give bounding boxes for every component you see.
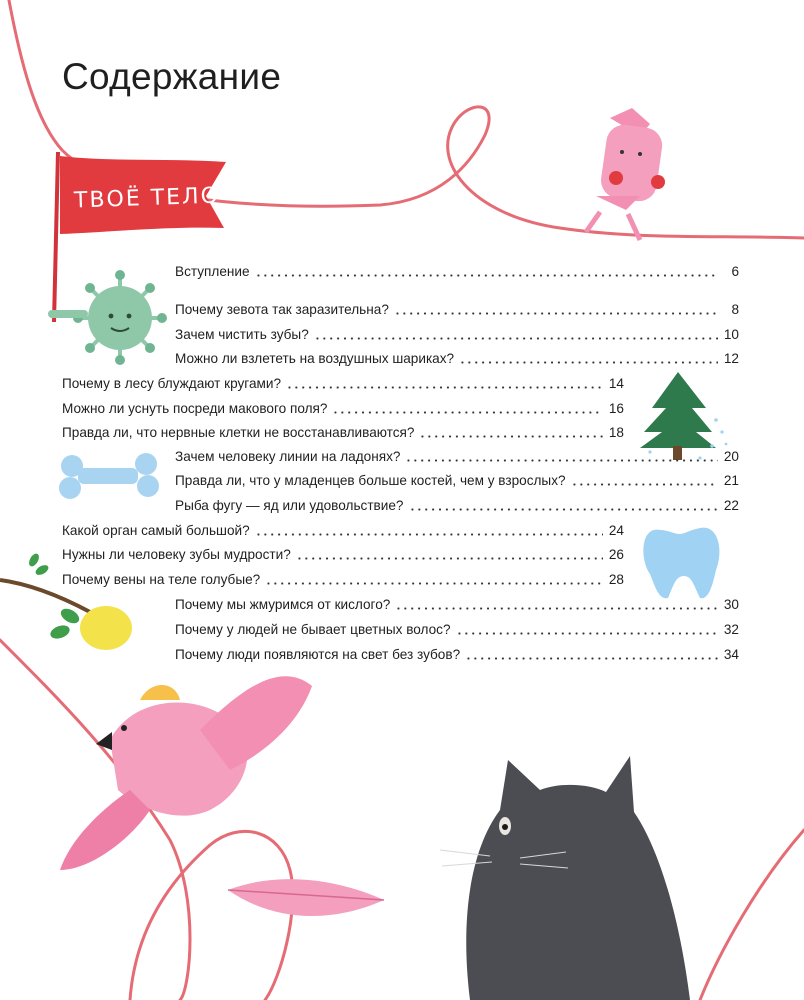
toc-entry[interactable] — [175, 619, 739, 641]
toc-entry-page: 12 — [723, 351, 739, 366]
toc-entry-page: 18 — [608, 425, 624, 440]
toc-entry-title: Почему люди появляются на свет без зубов? — [175, 647, 461, 662]
toc-entry[interactable] — [175, 470, 739, 492]
toc-entry-title: Можно ли взлететь на воздушных шариках? — [175, 351, 455, 366]
toc-entry[interactable] — [175, 446, 739, 468]
flag-label: ТВОЁ ТЕЛО — [73, 183, 221, 214]
toc-entry[interactable] — [62, 520, 624, 542]
toc-entry-page: 22 — [723, 498, 739, 513]
toc-entry-page: 30 — [723, 597, 739, 612]
toc-leader-dots — [286, 377, 603, 391]
toc-entry-title: Почему вены на теле голубые? — [62, 572, 261, 587]
toc-entry-title: Почему у людей не бывает цветных волос? — [175, 622, 451, 637]
toc-entry-title: Почему зевота так заразительна? — [175, 302, 389, 317]
toc-entry-title: Можно ли уснуть посреди макового поля? — [62, 401, 328, 416]
toc-entry-page: 32 — [723, 622, 739, 637]
toc-entry[interactable] — [62, 398, 624, 420]
toc-leader-dots — [459, 352, 718, 366]
toc-entry[interactable] — [175, 644, 739, 666]
toc-entry[interactable] — [175, 495, 739, 517]
toc-entry-page: 14 — [608, 376, 624, 391]
toc-entry[interactable] — [175, 348, 739, 370]
toc-entry[interactable] — [62, 569, 624, 591]
toc-entry-title: Правда ли, что нервные клетки не восстанавливаются? — [62, 425, 415, 440]
toc-entry-page: 21 — [723, 473, 739, 488]
toc-leader-dots — [395, 598, 718, 612]
toc-entry-page: 16 — [608, 401, 624, 416]
toc-entry[interactable] — [62, 422, 624, 444]
toc-entry-page: 20 — [723, 449, 739, 464]
toc-leader-dots — [314, 328, 718, 342]
toc-entry-page: 10 — [723, 327, 739, 342]
toc-entry[interactable] — [62, 544, 624, 566]
toc-leader-dots — [571, 474, 718, 488]
toc-entry-title: Почему в лесу блуждают кругами? — [62, 376, 282, 391]
toc-entry[interactable] — [62, 373, 624, 395]
toc-leader-dots — [332, 402, 603, 416]
toc-leader-dots — [409, 499, 719, 513]
toc-leader-dots — [405, 450, 718, 464]
toc-entry-title: Почему мы жмуримся от кислого? — [175, 597, 391, 612]
toc-entry[interactable] — [175, 594, 739, 616]
toc-entry-title: Нужны ли человеку зубы мудрости? — [62, 547, 291, 562]
toc-leader-dots — [394, 303, 718, 317]
toc-entry[interactable] — [175, 261, 739, 283]
toc-entry-title: Зачем человеку линии на ладонях? — [175, 449, 401, 464]
toc-entry-page: 26 — [608, 547, 624, 562]
toc-leader-dots — [255, 265, 718, 279]
toc-entry-page: 6 — [731, 264, 739, 279]
toc-entry[interactable] — [175, 299, 739, 321]
toc-entry-title: Правда ли, что у младенцев больше костей, чем у взрослых? — [175, 473, 566, 488]
toc-leader-dots — [465, 648, 718, 662]
toc-entry-page: 28 — [608, 572, 624, 587]
toc-entry-title: Зачем чистить зубы? — [175, 327, 309, 342]
toc-leader-dots — [265, 573, 603, 587]
toc-leader-dots — [456, 623, 718, 637]
toc-entry-title: Рыба фугу — яд или удовольствие? — [175, 498, 404, 513]
toc-entry-title: Вступление — [175, 264, 250, 279]
toc-entry-title: Какой орган самый большой? — [62, 523, 250, 538]
toc-leader-dots — [296, 548, 603, 562]
toc-leader-dots — [419, 426, 603, 440]
toc-entry-page: 8 — [731, 302, 739, 317]
toc-leader-dots — [255, 524, 603, 538]
toc-entry-page: 24 — [608, 523, 624, 538]
toc-entry-page: 34 — [723, 647, 739, 662]
toc-entry[interactable] — [175, 324, 739, 346]
page-title: Содержание — [62, 56, 282, 97]
